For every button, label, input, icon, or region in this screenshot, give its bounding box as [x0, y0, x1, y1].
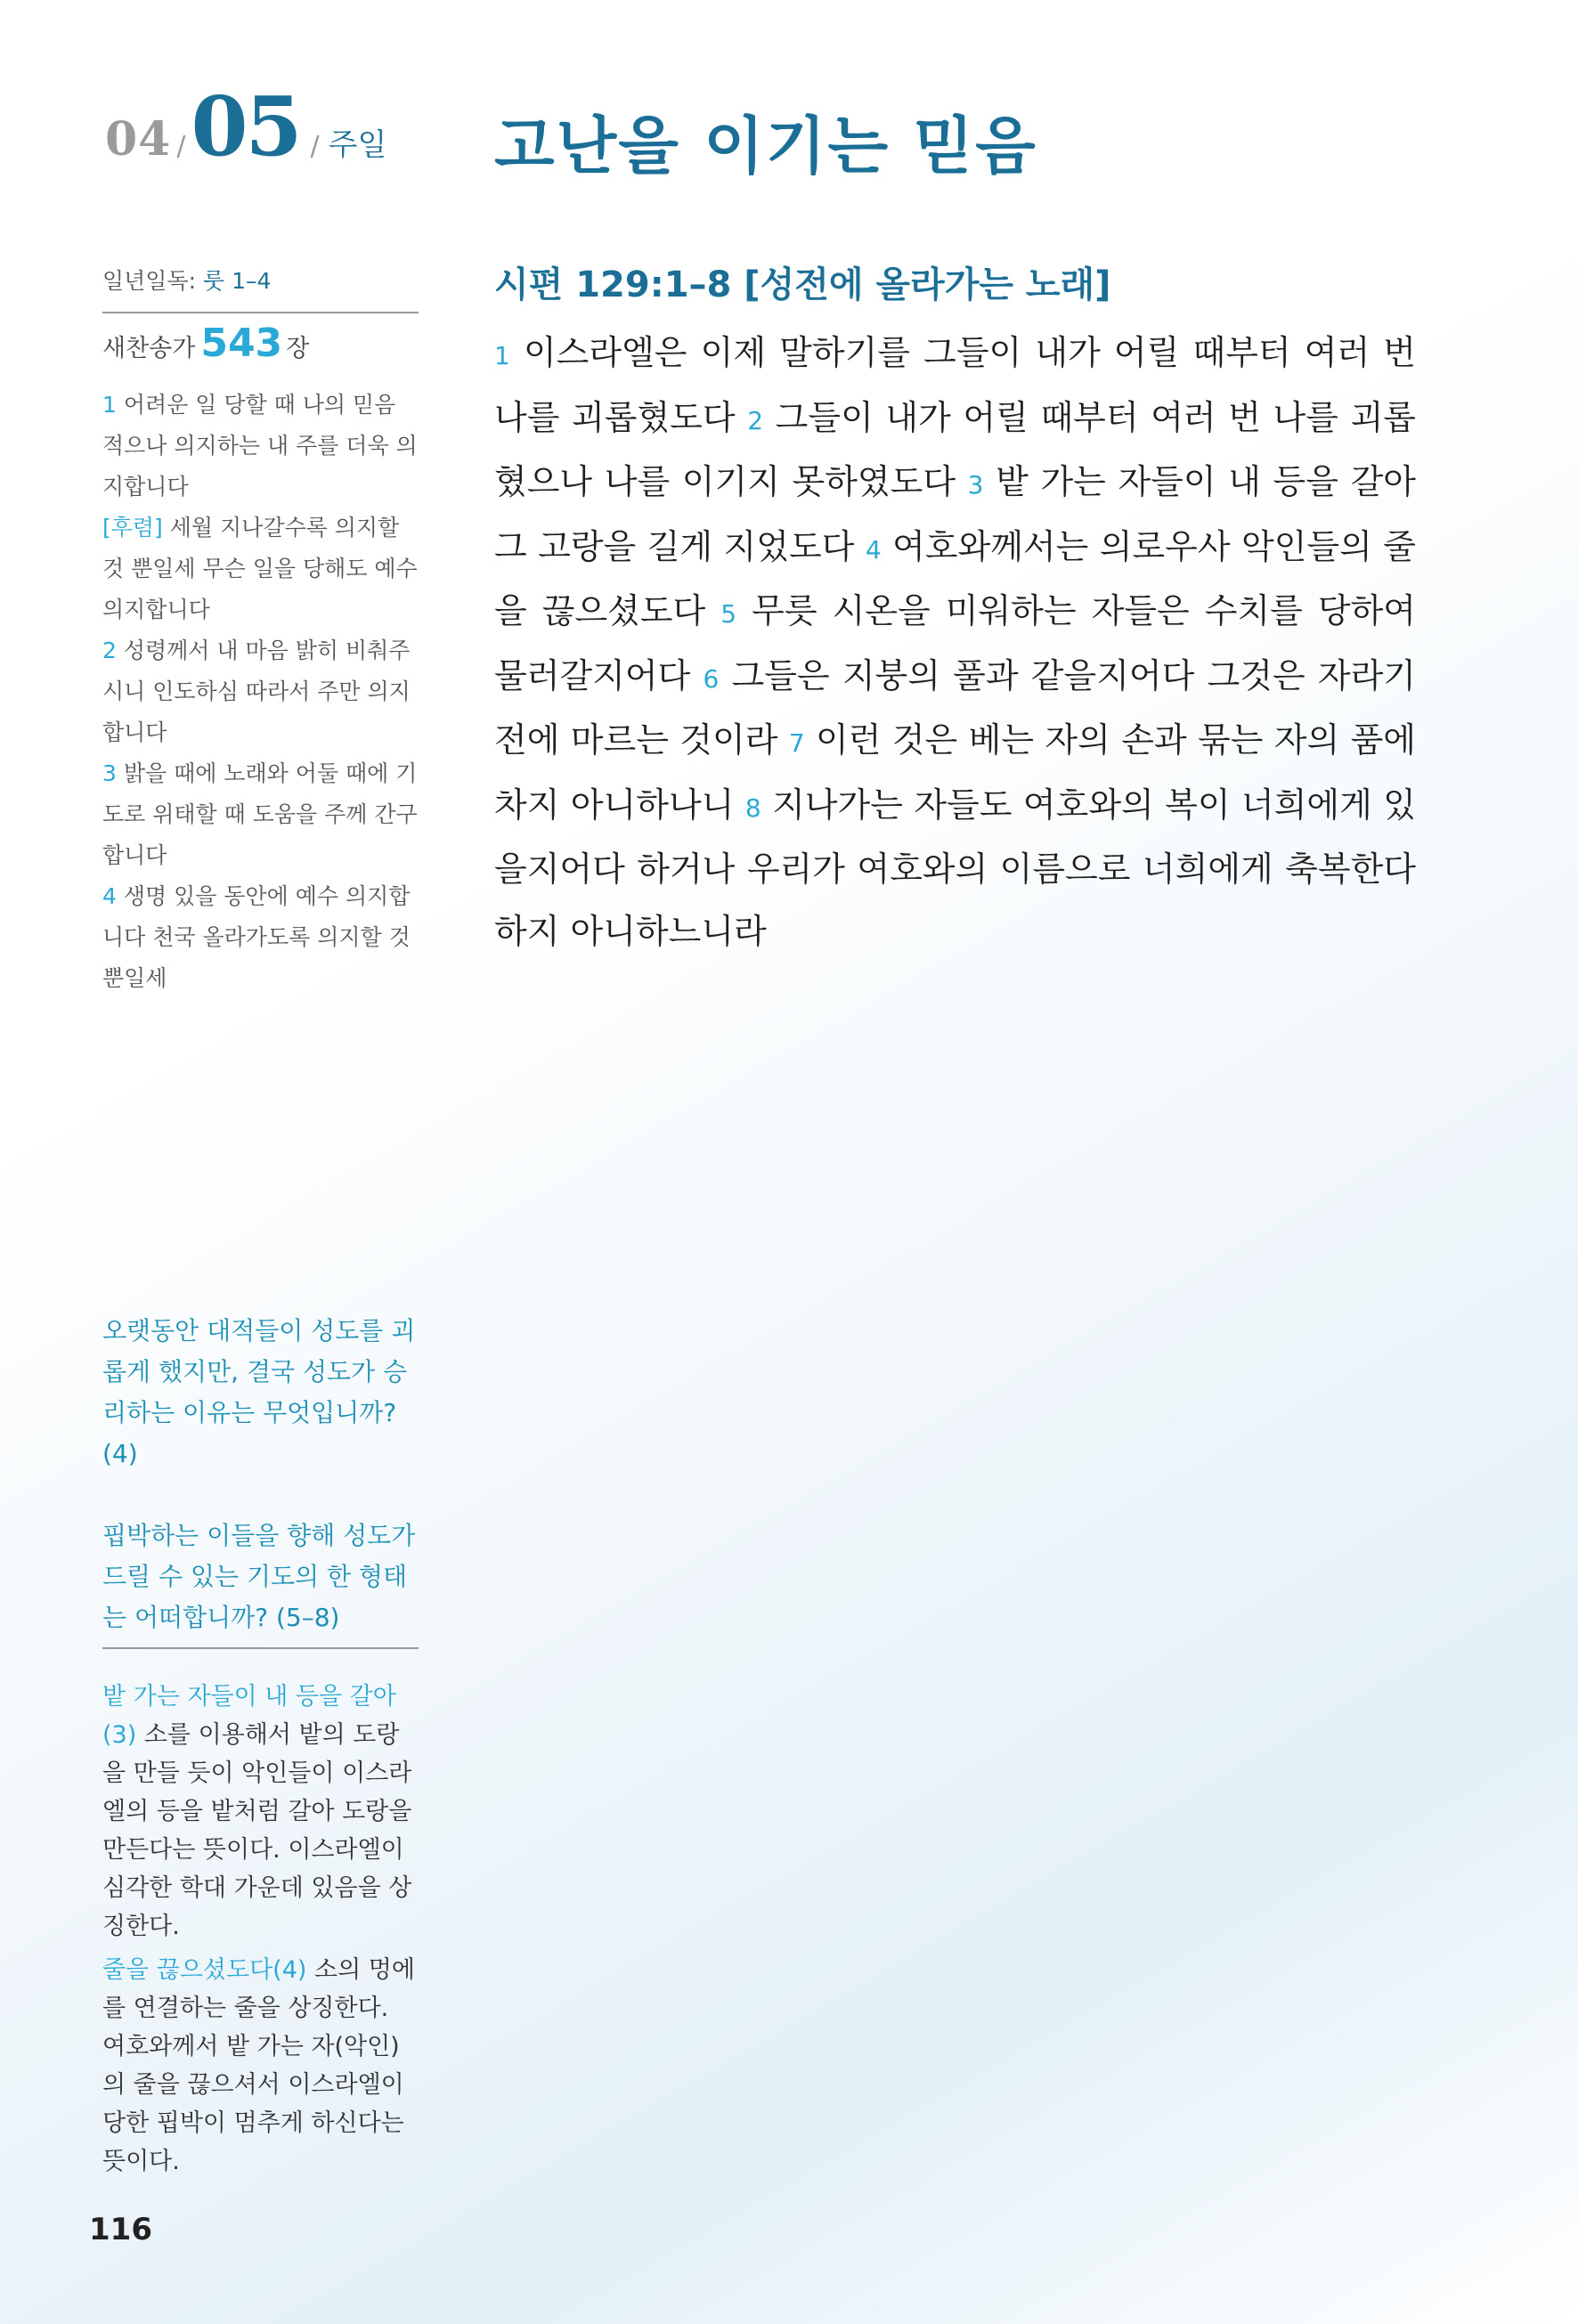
hymn-verse-text: 성령께서 내 마음 밝히 비춰주시니 인도하심 따라서 주만 의지합니다 [102, 638, 411, 745]
page-title: 고난을 이기는 믿음 [494, 110, 1037, 183]
verse-number: 1 [494, 341, 510, 370]
verse-text: 그들은 지붕의 풀과 같을지어다 그것은 자라기 전에 마르는 것이라 [494, 655, 1416, 760]
verse-number: 8 [744, 792, 761, 823]
hymn-verse-text: 어려운 일 당할 때 나의 믿음 적으나 의지하는 내 주를 더욱 의지합니다 [102, 392, 418, 500]
hymn-verse [102, 508, 419, 630]
verse-text: 밭 가는 자들이 내 등을 갈아 그 고랑을 길게 지었도다 [494, 462, 1416, 566]
word-notes [102, 1678, 419, 2186]
day: 05 [191, 78, 300, 175]
annual-reading [102, 264, 419, 296]
hymn-verse-number: 4 [102, 883, 117, 909]
hymn-verse-text: 세월 지나갈수록 의지할 것 뿐일세 무슨 일을 당해도 예수 의지합니다 [102, 515, 418, 622]
hymn-label: 새찬송가 [102, 335, 196, 362]
verse-text: 무릇 시온을 미워하는 자들은 수치를 당하여 물러갈지어다 [494, 591, 1416, 695]
note-term: 줄을 끊으셨도다(4) [102, 1956, 307, 1984]
hymn-verse-number: 1 [102, 392, 117, 418]
question: 오랫동안 대적들이 성도를 괴롭게 했지만, 결국 성도가 승리하는 이유는 무엇입니까? (4) [102, 1316, 416, 1468]
month: 04 [105, 112, 172, 167]
hymn-suffix: 장 [286, 335, 310, 362]
question: 핍박하는 이들을 향해 성도가 드릴 수 있는 기도의 한 형태는 어떠합니까? (5–8) [102, 1521, 416, 1632]
scripture-reference: 시편 129:1–8 [성전에 올라가는 노래] [494, 264, 1111, 305]
verse-number: 6 [703, 663, 720, 694]
verse-text: 지나가는 자들도 여호와의 복이 너희에게 있을지어다 하거나 우리가 여호와의 이름으로 너희에게 축복한다 하지 아니하느니라 [494, 784, 1416, 951]
reading-ref: 룻 1–4 [202, 268, 272, 294]
reading-label: 일년일독: [102, 268, 197, 294]
hymn-verse [102, 753, 419, 876]
hymn-verse-text: 밝을 때에 노래와 어둘 때에 기도로 위태할 때 도움을 주께 간구합니다 [102, 760, 418, 868]
hymn-verse-number: 2 [102, 638, 117, 663]
scripture-text [494, 322, 1416, 963]
note [102, 1951, 419, 2181]
hymn-verse-text: 생명 있을 동안에 예수 의지합니다 천국 올라가도록 의지할 것뿐일세 [102, 883, 411, 991]
weekday: 주일 [328, 127, 387, 163]
hymn-verse [102, 876, 419, 999]
verse-text: 그들이 내가 어릴 때부터 여러 번 나를 괴롭혔으나 나를 이기지 못하였도다 [494, 397, 1416, 501]
divider [102, 1647, 419, 1649]
note-text: 소의 멍에를 연결하는 줄을 상징한다. 여호와께서 밭 가는 자(악인)의 줄을 끊으셔서 이스라엘이 당한 핍박이 멈추게 하신다는 뜻이다. [102, 1956, 415, 2175]
date-separator: / [310, 131, 320, 162]
verse-text: 이런 것은 베는 자의 손과 묶는 자의 품에 차지 아니하나니 [494, 720, 1416, 825]
page-number: 116 [89, 2212, 152, 2247]
verse-number: 2 [747, 405, 764, 435]
hymn-verse [102, 385, 419, 508]
hymn-number: 543 [200, 321, 283, 366]
note-term: 밭 가는 자들이 내 등을 갈아(3) [102, 1683, 396, 1749]
verse-text: 여호와께서는 의로우사 악인들의 줄을 끊으셨도다 [494, 526, 1416, 630]
verse-number: 3 [967, 470, 984, 500]
hymn-refrain-label: [후렴] [102, 515, 163, 540]
hymn-lyrics [102, 385, 419, 999]
hymn-heading [102, 321, 419, 366]
verse-number: 4 [865, 534, 882, 565]
date-header [105, 78, 386, 176]
verse-number: 7 [788, 728, 805, 758]
note-text: 소를 이용해서 밭의 도랑을 만들 듯이 악인들이 이스라엘의 등을 밭처럼 갈아 도랑을 만든다는 뜻이다. 이스라엘이 심각한 학대 가운데 있음을 상징한다. [102, 1721, 412, 1940]
date-separator: / [176, 131, 186, 162]
note [102, 1678, 419, 1946]
reflection-questions [102, 1311, 419, 1679]
verse-number: 5 [720, 599, 737, 629]
divider [102, 312, 419, 313]
verse-text: 이스라엘은 이제 말하기를 그들이 내가 어릴 때부터 여러 번 나를 괴롭혔도다 [494, 333, 1416, 437]
hymn-verse [102, 630, 419, 753]
hymn-verse-number: 3 [102, 760, 117, 786]
